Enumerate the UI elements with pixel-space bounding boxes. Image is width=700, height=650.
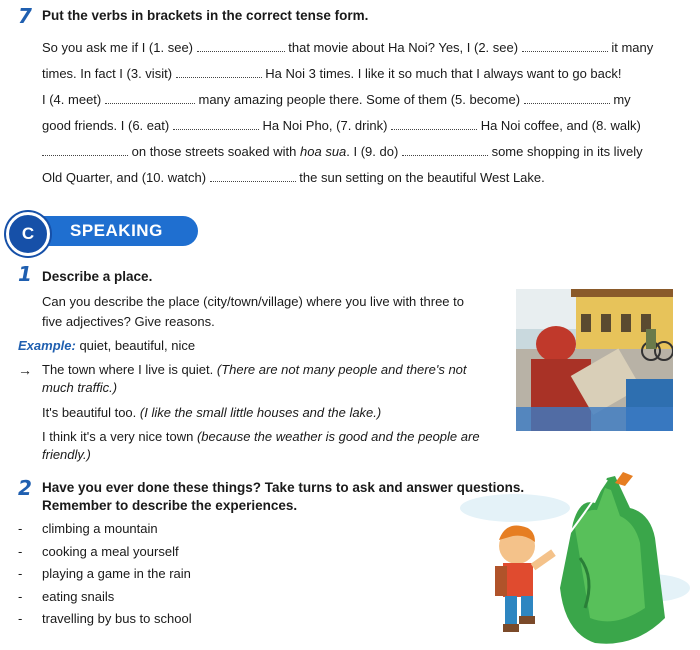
answer-line-3	[42, 429, 480, 445]
text: on those streets soaked with	[131, 144, 297, 159]
question-line-2: five adjectives? Give reasons.	[42, 314, 215, 329]
list-bullet: -	[18, 521, 23, 536]
town-photo	[516, 289, 673, 431]
text: Ha Noi 3 times. I like it so much that I always want to go back!	[265, 66, 622, 81]
passage-line-3	[42, 92, 631, 108]
answer-blank-9[interactable]	[402, 145, 488, 156]
text: The town where I live is quiet.	[42, 362, 214, 377]
answer-blank-2[interactable]	[522, 41, 608, 52]
passage-line-4	[42, 118, 641, 134]
answer-blank-8[interactable]	[42, 145, 128, 156]
text: some shopping in its lively	[491, 144, 643, 159]
passage-line-6	[42, 170, 545, 186]
answer-blank-6[interactable]	[173, 119, 259, 130]
answer-line-1	[42, 362, 467, 378]
example-line	[18, 338, 195, 354]
answer-blank-10[interactable]	[210, 171, 296, 182]
list-bullet: -	[18, 611, 23, 626]
text: hoa sua	[300, 144, 347, 159]
text: that movie about Ha Noi? Yes, I (2. see)	[288, 40, 519, 55]
text: good friends. I (6. eat)	[42, 118, 170, 133]
passage-line-2	[42, 66, 622, 82]
text: It's beautiful too.	[42, 405, 137, 420]
text: I (4. meet)	[42, 92, 102, 107]
answer-blank-3[interactable]	[176, 67, 262, 78]
text: it many	[611, 40, 654, 55]
exercise-title: Describe a place.	[42, 269, 153, 284]
text: Ha Noi coffee, and (8. walk)	[480, 118, 641, 133]
text: I think it's a very nice town	[42, 429, 194, 444]
passage-line-5	[42, 144, 643, 160]
exercise-title-line-1: Have you ever done these things? Take turns to ask and answer questions.	[42, 480, 525, 495]
list-bullet: -	[18, 543, 23, 559]
exercise-title-line-2: Remember to describe the experiences.	[42, 498, 298, 513]
example-text: quiet, beautiful, nice	[79, 338, 196, 353]
answer-blank-1[interactable]	[197, 41, 285, 52]
answer-blank-5[interactable]	[524, 93, 610, 104]
list-bullet: -	[18, 566, 23, 581]
section-letter-badge: C	[6, 212, 50, 256]
text: the sun setting on the beautiful West Lake.	[299, 170, 545, 185]
list-item: playing a game in the rain	[42, 566, 191, 581]
question-line-1: Can you describe the place (city/town/village) where you live with three to	[42, 294, 464, 309]
passage-line-1	[42, 40, 653, 56]
answer-line-3b: friendly.)	[42, 447, 91, 462]
text: Ha Noi Pho, (7. drink)	[262, 118, 388, 133]
text: (because the weather is good and the people are	[196, 429, 480, 444]
list-item: climbing a mountain	[42, 521, 158, 536]
text: times. In fact I (3. visit)	[42, 66, 173, 81]
exercise-number: 1	[18, 262, 32, 286]
example-label: Example:	[18, 338, 76, 353]
text: (I like the small little houses and the lake.)	[139, 405, 382, 420]
answer-blank-4[interactable]	[105, 93, 195, 104]
list-item: eating snails	[42, 588, 115, 604]
climber-illustration	[455, 468, 698, 648]
answer-line-2	[42, 405, 381, 421]
section-title: SPEAKING	[70, 221, 163, 240]
exercise-instruction: Put the verbs in brackets in the correct tense form.	[42, 8, 369, 23]
answer-blank-7[interactable]	[391, 119, 477, 130]
text: (There are not many people and there's not	[216, 362, 467, 377]
exercise-number: 7	[18, 4, 32, 28]
exercise-number: 2	[18, 476, 32, 500]
list-item: cooking a meal yourself	[42, 543, 179, 559]
list-bullet: -	[18, 588, 23, 604]
arrow-icon: →	[18, 362, 32, 378]
list-item: travelling by bus to school	[42, 611, 192, 626]
text: my	[613, 92, 631, 107]
answer-line-1b: much traffic.)	[42, 380, 118, 395]
text: Old Quarter, and (10. watch)	[42, 170, 207, 185]
text: . I (9. do)	[346, 144, 399, 159]
text: many amazing people there. Some of them (5. become)	[198, 92, 521, 107]
text: So you ask me if I (1. see)	[42, 40, 194, 55]
